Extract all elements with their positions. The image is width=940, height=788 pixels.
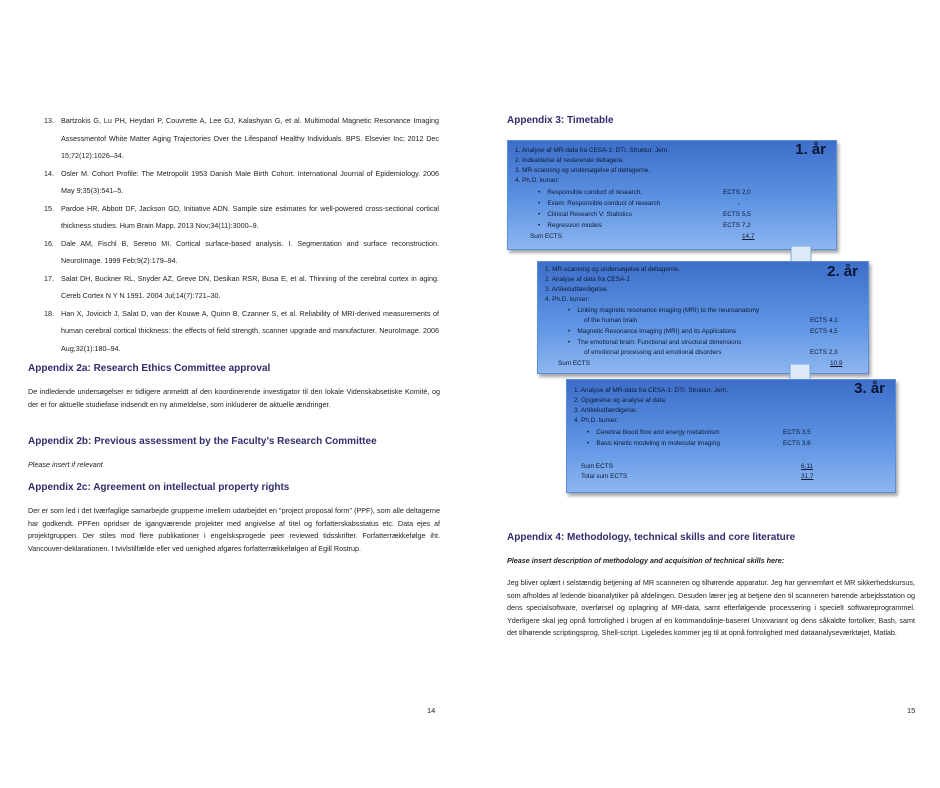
course-item-cont: of the human brain — [584, 317, 638, 324]
reference-item: 16. Dale AM, Fischl B, Sereno MI. Cortical surface-based analysis. I. Segmentation and surface reconstruction. NeuroImage. 1999 Feb;9(2):179–94. — [44, 238, 439, 265]
total-sum-value: 31,7 — [801, 473, 814, 480]
reference-text: Salat DH, Buckner RL, Snyder AZ, Greve DN, Desikan RSR, Busa E, et al. Thinning of the cerebral cortex in aging. Cereb Cortex N Y N 1991. 2004 Jul;14(7):721–30. — [61, 273, 439, 300]
year-3-title: 3. år — [854, 380, 885, 397]
appendix-4-subheading: Please insert description of methodology and acquisition of technical skills here: — [507, 556, 785, 565]
course-item: • Exam: Responsible conduct of research — [538, 200, 661, 207]
sum-value: 6,11 — [801, 463, 813, 470]
course-ects: ECTS 3,5 — [783, 429, 811, 436]
year-3-line: 1. Analyse af MR-data fra CESA-1: DTI, Struktur, Jern. — [574, 387, 729, 394]
year-1-title: 1. år — [795, 141, 826, 158]
course-ects: ECTS 2,3 — [810, 349, 838, 356]
timetable-year-2-box — [537, 261, 869, 374]
appendix-2b-note: Please insert if relevant — [28, 460, 103, 469]
year-2-title: 2. år — [827, 263, 858, 280]
reference-item: 14. Osler M. Cohort Profile: The Metropolit 1953 Danish Male Birth Cohort. International Journal of Epidemiology. 2006 May 9;35(3):541–5. — [44, 168, 439, 195]
course-ects: ECTS 7,2 — [723, 222, 751, 229]
year-1-line: 3. MR-scanning og undersøgelse af deltagerne. — [515, 167, 650, 174]
course-item-cont: of emotional processing and emotional disorders — [584, 349, 722, 356]
course-ects: ECTS 4,1 — [810, 317, 838, 324]
reference-text: Han X, Jovicich J, Salat D, van der Kouwe A, Quinn B, Czanner S, et al. Reliability of MRI-derived measurements of human cerebral cortical thickness: the effects of field strength, scanner upgrade and manufacturer. NeuroImage. 2006 Aug;32(1):180–94. — [61, 308, 439, 353]
sum-label: Sum ECTS — [530, 233, 562, 240]
reference-text: Dale AM, Fischl B, Sereno MI. Cortical surface-based analysis. I. Segmentation and surface reconstruction. NeuroImage. 1999 Feb;9(2):179–94. — [61, 238, 439, 265]
year-1-line: 2. Indkaldelse af resterende deltagere. — [515, 157, 625, 164]
right-page — [470, 0, 940, 788]
course-ects: ECTS 5,5 — [723, 211, 751, 218]
reference-item: 13. Bartzokis G, Lu PH, Heydari P, Couvrette A, Lee GJ, Kalashyan G, et al. Multimodal Magnetic Resonance Imaging Assessmentof White Matter Aging Trajectories Over the Lifespanof Healthy Individuals. BPS. Elsevier Inc; 2012 Dec 15;72(12):1026–34. — [44, 116, 439, 160]
reference-text: Bartzokis G, Lu PH, Heydari P, Couvrette A, Lee GJ, Kalashyan G, et al. Multimodal Magnetic Resonance Imaging Assessmentof White Matter Aging Trajectories Over the Lifespanof Healthy Individuals. BPS. Elsevier Inc; 2012 Dec 15;72(12):1026–34. — [61, 116, 439, 160]
course-ects: - — [738, 200, 741, 207]
year-1-line: 1. Analyse af MR-data fra CESA-1: DTI, Struktur, Jern. — [515, 147, 670, 154]
year-2-line: 1. MR-scanning og undersøgelse af deltagerne. — [545, 266, 680, 273]
reference-item: 17. Salat DH, Buckner RL, Snyder AZ, Greve DN, Desikan RSR, Busa E, et al. Thinning of the cerebral cortex in aging. Cereb Cortex N Y N 1991. 2004 Jul;14(7):721–30. — [44, 273, 439, 300]
year-3-line: 4. Ph.D. kurser: — [574, 417, 619, 424]
page-number-left: 14 — [427, 706, 436, 715]
course-item: • Regression models — [538, 222, 603, 229]
appendix-2a-heading: Appendix 2a: Research Ethics Committee approval — [28, 363, 271, 374]
reference-text: Pardoe HR, Abbott DF, Jackson GD, Initiative ADN. Sample size estimates for well-powered cross-sectional cortical thickness studies. Hum Brain Mapp. 2013 Nov;34(11):3000–9. — [61, 203, 439, 230]
total-sum-label: Total sum ECTS — [581, 473, 628, 480]
appendix-4-heading: Appendix 4: Methodology, technical skills and core literature — [507, 532, 796, 543]
appendix-3-heading: Appendix 3: Timetable — [507, 115, 614, 126]
year-2-line: 2. Analyse af data fra CESA-1 — [545, 276, 630, 283]
course-item: • Cerebral blood flow and energy metabolism — [587, 429, 720, 436]
course-ects: ECTS 4,5 — [810, 328, 838, 335]
year-1-line: 4. Ph.D. kurser: — [515, 177, 560, 184]
appendix-2c-heading: Appendix 2c: Agreement on intellectual property rights — [28, 482, 290, 493]
course-item: • The emotional brain: Functional and structural dimensions — [568, 339, 742, 346]
sum-label: Sum ECTS — [581, 463, 613, 470]
reference-item: 18. Han X, Jovicich J, Salat D, van der Kouwe A, Quinn B, Czanner S, et al. Reliability of MRI-derived measurements of human cerebral cortical thickness: the effects of field strength, scanner upgrade and manufacturer. NeuroImage. 2006 Aug;32(1):180–94. — [44, 308, 439, 353]
appendix-2b-heading: Appendix 2b: Previous assessment by the Faculty’s Research Committee — [28, 436, 377, 447]
reference-list — [44, 112, 439, 357]
timetable-year-3-box — [566, 379, 896, 493]
sum-value: 14,7 — [742, 233, 755, 240]
sum-value: 10,9 — [830, 360, 843, 367]
course-item: • Basic kinetic modeling in molecular imaging — [587, 440, 720, 447]
year-2-line: 4. Ph.D. kurser: — [545, 296, 590, 303]
sum-label: Sum ECTS — [558, 360, 590, 367]
appendix-2a-text: De indledende undersøgelser er tidligere anmeldt af den koordinerende investigator til den lokale Videnskabsetiske Komité, og der er for aktuelle studiefase indsendt en ny anmeldelse, som inkluderer de aktuelle ændringer. — [28, 387, 440, 409]
appendix-2c-text: Der er som led i det tværfaglige samarbejde grupperne imellem udarbejdet en "project proposal form" (PPF), som alle deltagerne har godkendt. PPFen opridser de igangværende projekter med angivelse af titel og forfatterskabsstatus etc. Data ejes af projektgruppen. Der stiles mod flere publikationer i engelsksprogede peer reviewed tidsskrifter. Forfatterrækkefølge iht. Vancouver-deklarationen. I tvivlstilfælde eller ved uenighed afgøres forfatterrækkefølgen af Egill Rostrup. — [28, 506, 440, 553]
course-item: • Clinical Research V: Statistics — [538, 211, 632, 218]
year-2-line: 3. Artikeludfærdigelse. — [545, 286, 609, 293]
page-number-right: 15 — [907, 706, 916, 715]
course-item: • Responsible conduct of research, — [538, 189, 643, 196]
course-item: • Linking magnetic resonance imaging (MRI) to the neuroanatomy — [568, 307, 760, 314]
appendix-4-text: Jeg bliver oplært i selstændig betjening af MR scanneren og tilhørende apparatur. Jeg har gennemført et MR sikkerhedskursus, som afholdes af ledende bioanalytiker på afdelingen. Desuden lærer jeg at betjene den til scanneren hørende arbejdsstation og dens specialsoftware, overførsel og oplagring af MR-data, samt efterfølgende processering i specielt softwareprogrammel. Yderligere skal jeg opnå fortrolighed i brugen af en kommandolinje-baseret Unixvariant og dens såkaldte fortolker, Bash, samt det tilhørende scriptingsprog, Shell-script. Ligeledes kommer jeg til at opnå fortrolighed med dataanalyseværktøjet, Matlab. — [507, 578, 915, 637]
course-ects: ECTS 3,6 — [783, 440, 811, 447]
course-item: • Magnetic Resonance Imaging (MRI) and its Applications — [568, 328, 737, 335]
course-ects: ECTS 2,0 — [723, 189, 751, 196]
year-3-line: 2. Opgørelse og analyse af data. — [574, 397, 667, 404]
timetable-year-1-box — [507, 140, 837, 250]
reference-text: Osler M. Cohort Profile: The Metropolit 1953 Danish Male Birth Cohort. International Journal of Epidemiology. 2006 May 9;35(3):541–5. — [61, 168, 439, 195]
reference-item: 15. Pardoe HR, Abbott DF, Jackson GD, Initiative ADN. Sample size estimates for well-powered cross-sectional cortical thickness studies. Hum Brain Mapp. 2013 Nov;34(11):3000–9. — [44, 203, 439, 230]
year-3-line: 3. Artikeludfærdigelse. — [574, 407, 638, 414]
